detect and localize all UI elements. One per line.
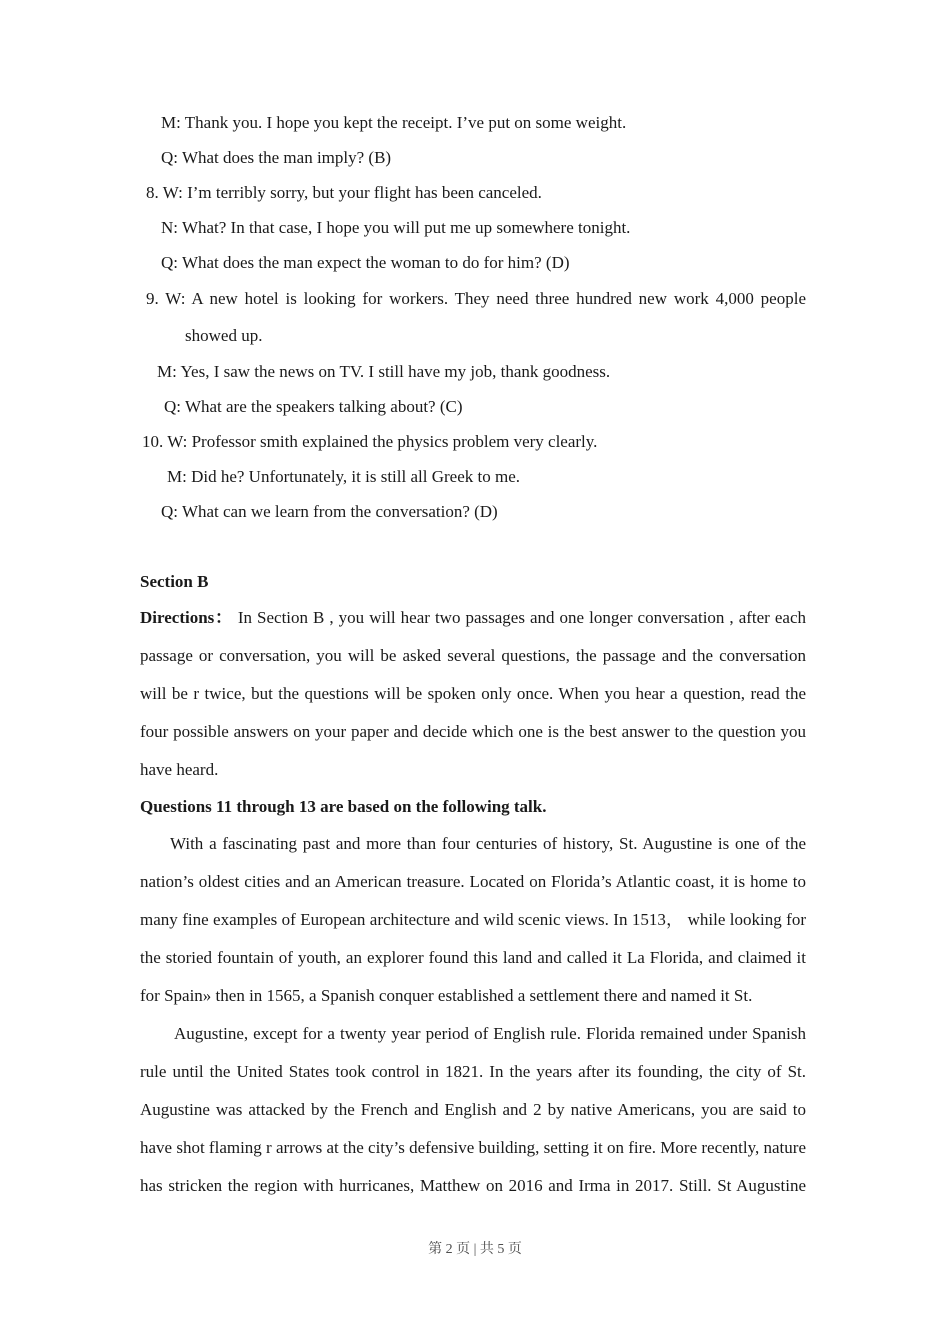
talk-paragraph: With a fascinating past and more than four centuries of history, St. Augustine is one of the nation’s oldest cities and an American treasure. Located on Florida’s Atlantic coast, it is home to many fine examples of European architecture and wild scenic views. In 1513， while looking for the storied fountain of youth, an explorer found this land and called it La Florida, and claimed it for Spain» then in 1565, a Spanish conquer established a settlement there and named it St. xyxy=(140,834,806,1005)
questions-11-13-heading: Questions 11 through 13 are based on the following talk. xyxy=(140,797,547,816)
page-content xyxy=(140,105,806,1205)
directions-paragraph xyxy=(140,599,806,789)
dialogue-question-line: Q: What can we learn from the conversation? (D) xyxy=(161,502,498,521)
directions-text: In Section B , you will hear two passages and one longer conversation , after each passage or conversation, you will be asked several questions, the passage and the conversation will be r twice, but the questions will be spoken only once. When you hear a question, read the four possible answers on your paper and decide which one is the best answer to the question you have heard. xyxy=(140,608,806,779)
dialogue-line: 10. W: Professor smith explained the physics problem very clearly. xyxy=(142,432,598,451)
dialogue-line: 8. W: I’m terribly sorry, but your flight has been canceled. xyxy=(146,183,542,202)
page-number-indicator: 第 2 页 | 共 5 页 xyxy=(428,1242,522,1257)
dialogue-line: M: Thank you. I hope you kept the receipt. I’ve put on some weight. xyxy=(161,113,627,132)
directions-label: Directions： xyxy=(140,608,233,627)
dialogue-line: N: What? In that case, I hope you will put me up somewhere tonight. xyxy=(161,218,631,237)
talk-paragraph: Augustine, except for a twenty year period of English rule. Florida remained under Spanish rule until the United States took control in 1821. In the years after its founding, the city of St. Augustine was attacked by the French and English and 2 by native Americans, you are said to have shot flaming r arrows at the city’s defensive building, setting it on fire. More recently, nature has stricken the region with hurricanes, Matthew on 2016 and Irma in 2017. Still. St Augustine xyxy=(140,1024,806,1195)
dialogue-question-line: Q: What are the speakers talking about? (C) xyxy=(164,397,463,416)
dialogue-question-line: Q: What does the man imply? (B) xyxy=(161,148,392,167)
dialogue-line: M: Did he? Unfortunately, it is still all Greek to me. xyxy=(167,467,520,486)
dialogue-line: 9. W: A new hotel is looking for workers. They need three hundred new work 4,000 people showed up. xyxy=(146,289,806,345)
dialogue-line: M: Yes, I saw the news on TV. I still have my job, thank goodness. xyxy=(157,362,611,381)
dialogue-question-line: Q: What does the man expect the woman to do for him? (D) xyxy=(161,253,570,272)
page-footer xyxy=(0,1240,950,1260)
section-b-heading: Section B xyxy=(140,572,209,591)
